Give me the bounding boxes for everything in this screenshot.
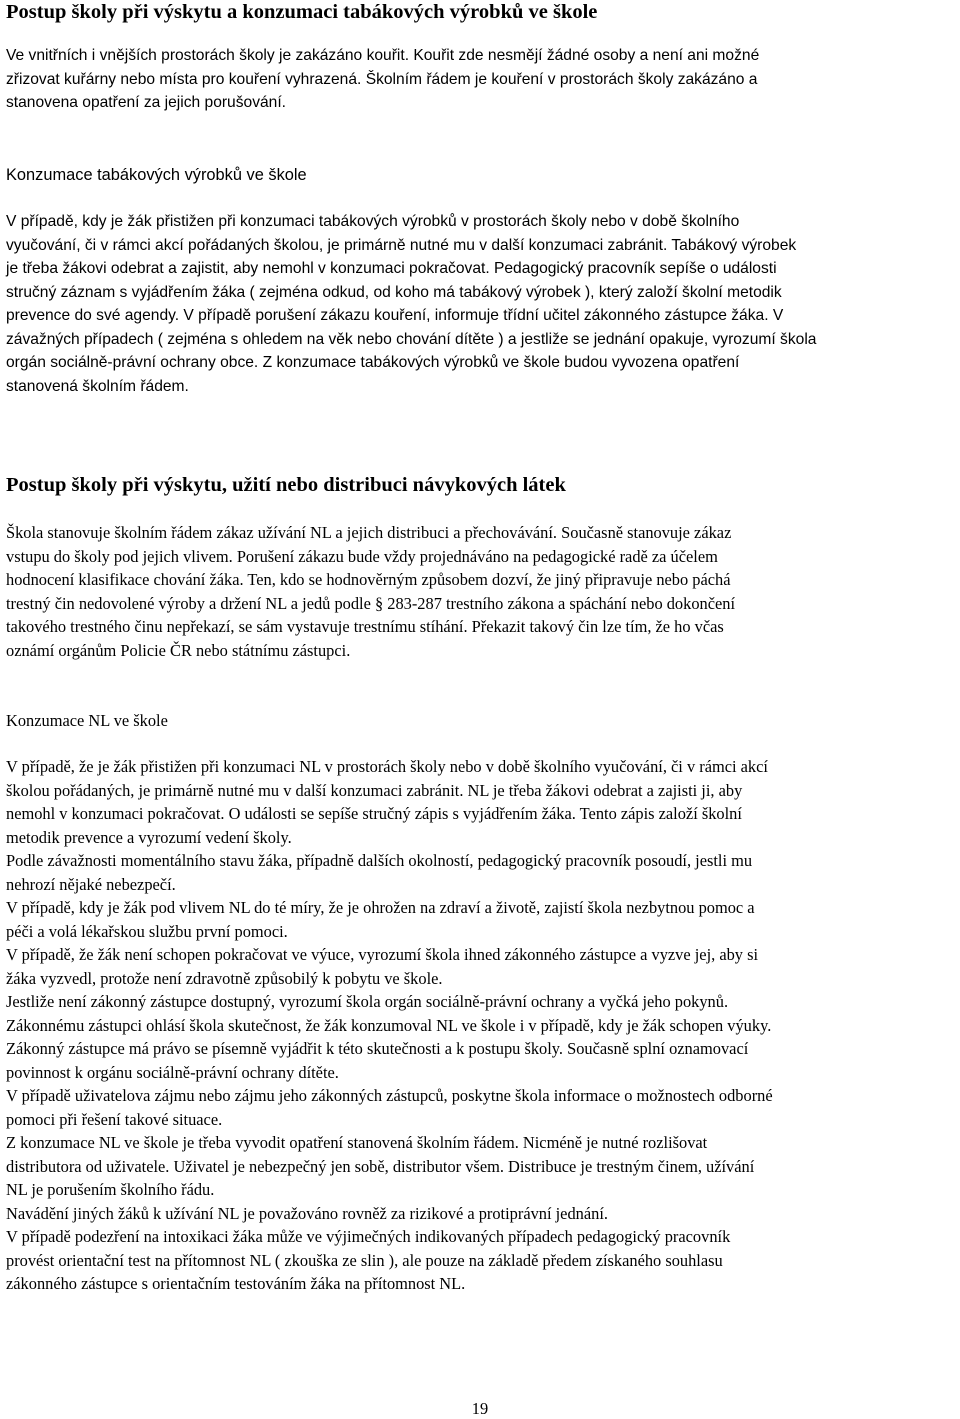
text-line: V případě, že je žák přistižen při konzumaci NL v prostorách školy nebo v době školního vyučování, či v rámci akcí <box>6 757 768 776</box>
text-line: zřizovat kuřárny nebo místa pro kouření vyhrazená. Školním řádem je kouření v prostorách školy zakázáno a <box>6 70 758 88</box>
text-line: vyučování, či v rámci akcí pořádaných školou, je primárně nutné mu v další konzumaci zabránit. Tabákový výrobek <box>6 236 797 254</box>
text-line: stručný záznam s vyjádřením žáka ( zejména odkud, od koho má tabákový výrobek ), který založí školní metodik <box>6 283 782 301</box>
text-line: žáka vyzvedl, protože není zdravotně způsobilý k pobytu ve škole. <box>6 968 443 988</box>
section-heading-tobacco: Postup školy při výskytu a konzumaci tabákových výrobků ve škole <box>6 1 598 23</box>
paragraph-smoking-ban <box>6 44 958 115</box>
text-line: vstupu do školy pod jejich vlivem. Porušení zákazu bude vždy projednáváno na pedagogické radě za účelem <box>6 546 718 566</box>
text-line: pomoci při řešení takové situace. <box>6 1109 223 1129</box>
text-line: trestný čin nedovolené výroby a držení NL a jedů podle § 283-287 trestního zákona a spáchání nebo dokončení <box>6 593 736 613</box>
subheading-nl-consumption: Konzumace NL ve škole <box>6 711 168 730</box>
text-line: Škola stanovuje školním řádem zákaz užívání NL a jejich distribuci a přechovávání. Současně stanovuje zákaz <box>6 523 732 542</box>
text-line: závažných případech ( zejména s ohledem na věk nebo chování dítěte ) a jestliže se jednání opakuje, vyrozumí škola <box>6 330 817 348</box>
paragraph-nl-procedure <box>6 755 958 1296</box>
text-line: NL je porušením školního řádu. <box>6 1180 215 1199</box>
text-line: Jestliže není zákonný zástupce dostupný, vyrozumí škola orgán sociálně-právní ochrany a vyčká jeho pokynů. <box>6 992 729 1011</box>
text-line: povinnost k orgánu sociálně-právní ochrany dítěte. <box>6 1062 339 1082</box>
text-line: takového trestného činu nepřekazí, se sám vystavuje trestnímu stíhání. Překazit takový čin lze tím, že ho včas <box>6 617 724 636</box>
text-line: Ve vnitřních i vnějších prostorách školy je zakázáno kouřit. Kouřit zde nesmějí žádné osoby a není ani možné <box>6 47 760 64</box>
paragraph-nl-ban <box>6 521 958 662</box>
text-line: stanovena opatření za jejich porušování. <box>6 94 287 111</box>
text-line: V případě, že žák není schopen pokračovat ve výuce, vyrozumí škola ihned zákonného zástupce a vyzve jej, aby si <box>6 945 759 964</box>
text-line: V případě podezření na intoxikaci žáka může ve výjimečných indikovaných případech pedagogický pracovník <box>6 1227 731 1246</box>
text-line: distributora od uživatele. Uživatel je nebezpečný jen sobě, distributor všem. Distribuce je trestným činem, užívání <box>6 1156 755 1176</box>
text-line: Zákonnému zástupci ohlásí škola skutečnost, že žák konzumoval NL ve škole i v případě, kdy je žák schopen výuky. <box>6 1015 772 1035</box>
text-line: stanovená školním řádem. <box>6 377 189 395</box>
section-heading-addictive-substances: Postup školy při výskytu, užití nebo distribuci návykových látek <box>6 474 566 496</box>
text-line: Zákonný zástupce má právo se písemně vyjádřit k této skutečnosti a k postupu školy. Současně splní oznamovací <box>6 1039 749 1058</box>
text-line: Z konzumace NL ve škole je třeba vyvodit opatření stanovená školním řádem. Nicméně je nutné rozlišovat <box>6 1133 708 1152</box>
text-line: školou pořádaných, je primárně nutné mu v další konzumaci zabránit. NL je třeba žákovi odebrat a zajisti ji, aby <box>6 780 743 800</box>
text-line: provést orientační test na přítomnost NL ( zkouška ze slin ), ale pouze na základě předem získaného souhlasu <box>6 1250 723 1270</box>
text-line: zákonného zástupce s orientačním testováním žáka na přítomnost NL. <box>6 1274 466 1293</box>
text-line: prevence do své agendy. V případě porušení zákazu kouření, informuje třídní učitel zákonného zástupce žáka. V <box>6 307 784 324</box>
page-number: 19 <box>471 1399 489 1418</box>
text-line: V případě, kdy je žák pod vlivem NL do té míry, že je ohrožen na zdraví a životě, zajistí škola nezbytnou pomoc a <box>6 898 755 917</box>
text-line: nehrozí nějaké nebezpečí. <box>6 874 176 894</box>
text-line: péči a volá lékařskou službu první pomoci. <box>6 921 288 941</box>
text-line: hodnocení klasifikace chování žáka. Ten, kdo se hodnověrným způsobem dozví, že jiný připravuje nebo páchá <box>6 570 731 589</box>
subheading-tobacco-consumption: Konzumace tabákových výrobků ve škole <box>6 166 307 184</box>
text-line: V případě uživatelova zájmu nebo zájmu jeho zákonných zástupců, poskytne škola informace o možnostech odborné <box>6 1086 773 1105</box>
text-line: orgán sociálně-právní ochrany obce. Z konzumace tabákových výrobků ve škole budou vyvozena opatření <box>6 354 740 371</box>
text-line: oznámí orgánům Policie ČR nebo státnímu zástupci. <box>6 640 351 660</box>
text-line: je třeba žákovi odebrat a zajistit, aby nemohl v konzumaci pokračovat. Pedagogický pracovník sepíše o události <box>6 260 777 277</box>
text-line: Podle závažnosti momentálního stavu žáka, případně dalších okolností, pedagogický pracovník posoudí, jestli mu <box>6 851 753 870</box>
text-line: V případě, kdy je žák přistižen při konzumaci tabákových výrobků v prostorách školy nebo v době školního <box>6 213 740 230</box>
text-line: nemohl v konzumaci pokračovat. O události se sepíše stručný zápis s vyjádřením žáka. Tento zápis založí školní <box>6 804 742 823</box>
text-line: Navádění jiných žáků k užívání NL je považováno rovněž za rizikové a protiprávní jednání. <box>6 1203 608 1223</box>
text-line: metodik prevence a vyrozumí vedení školy. <box>6 827 292 847</box>
paragraph-tobacco-procedure <box>6 210 958 398</box>
